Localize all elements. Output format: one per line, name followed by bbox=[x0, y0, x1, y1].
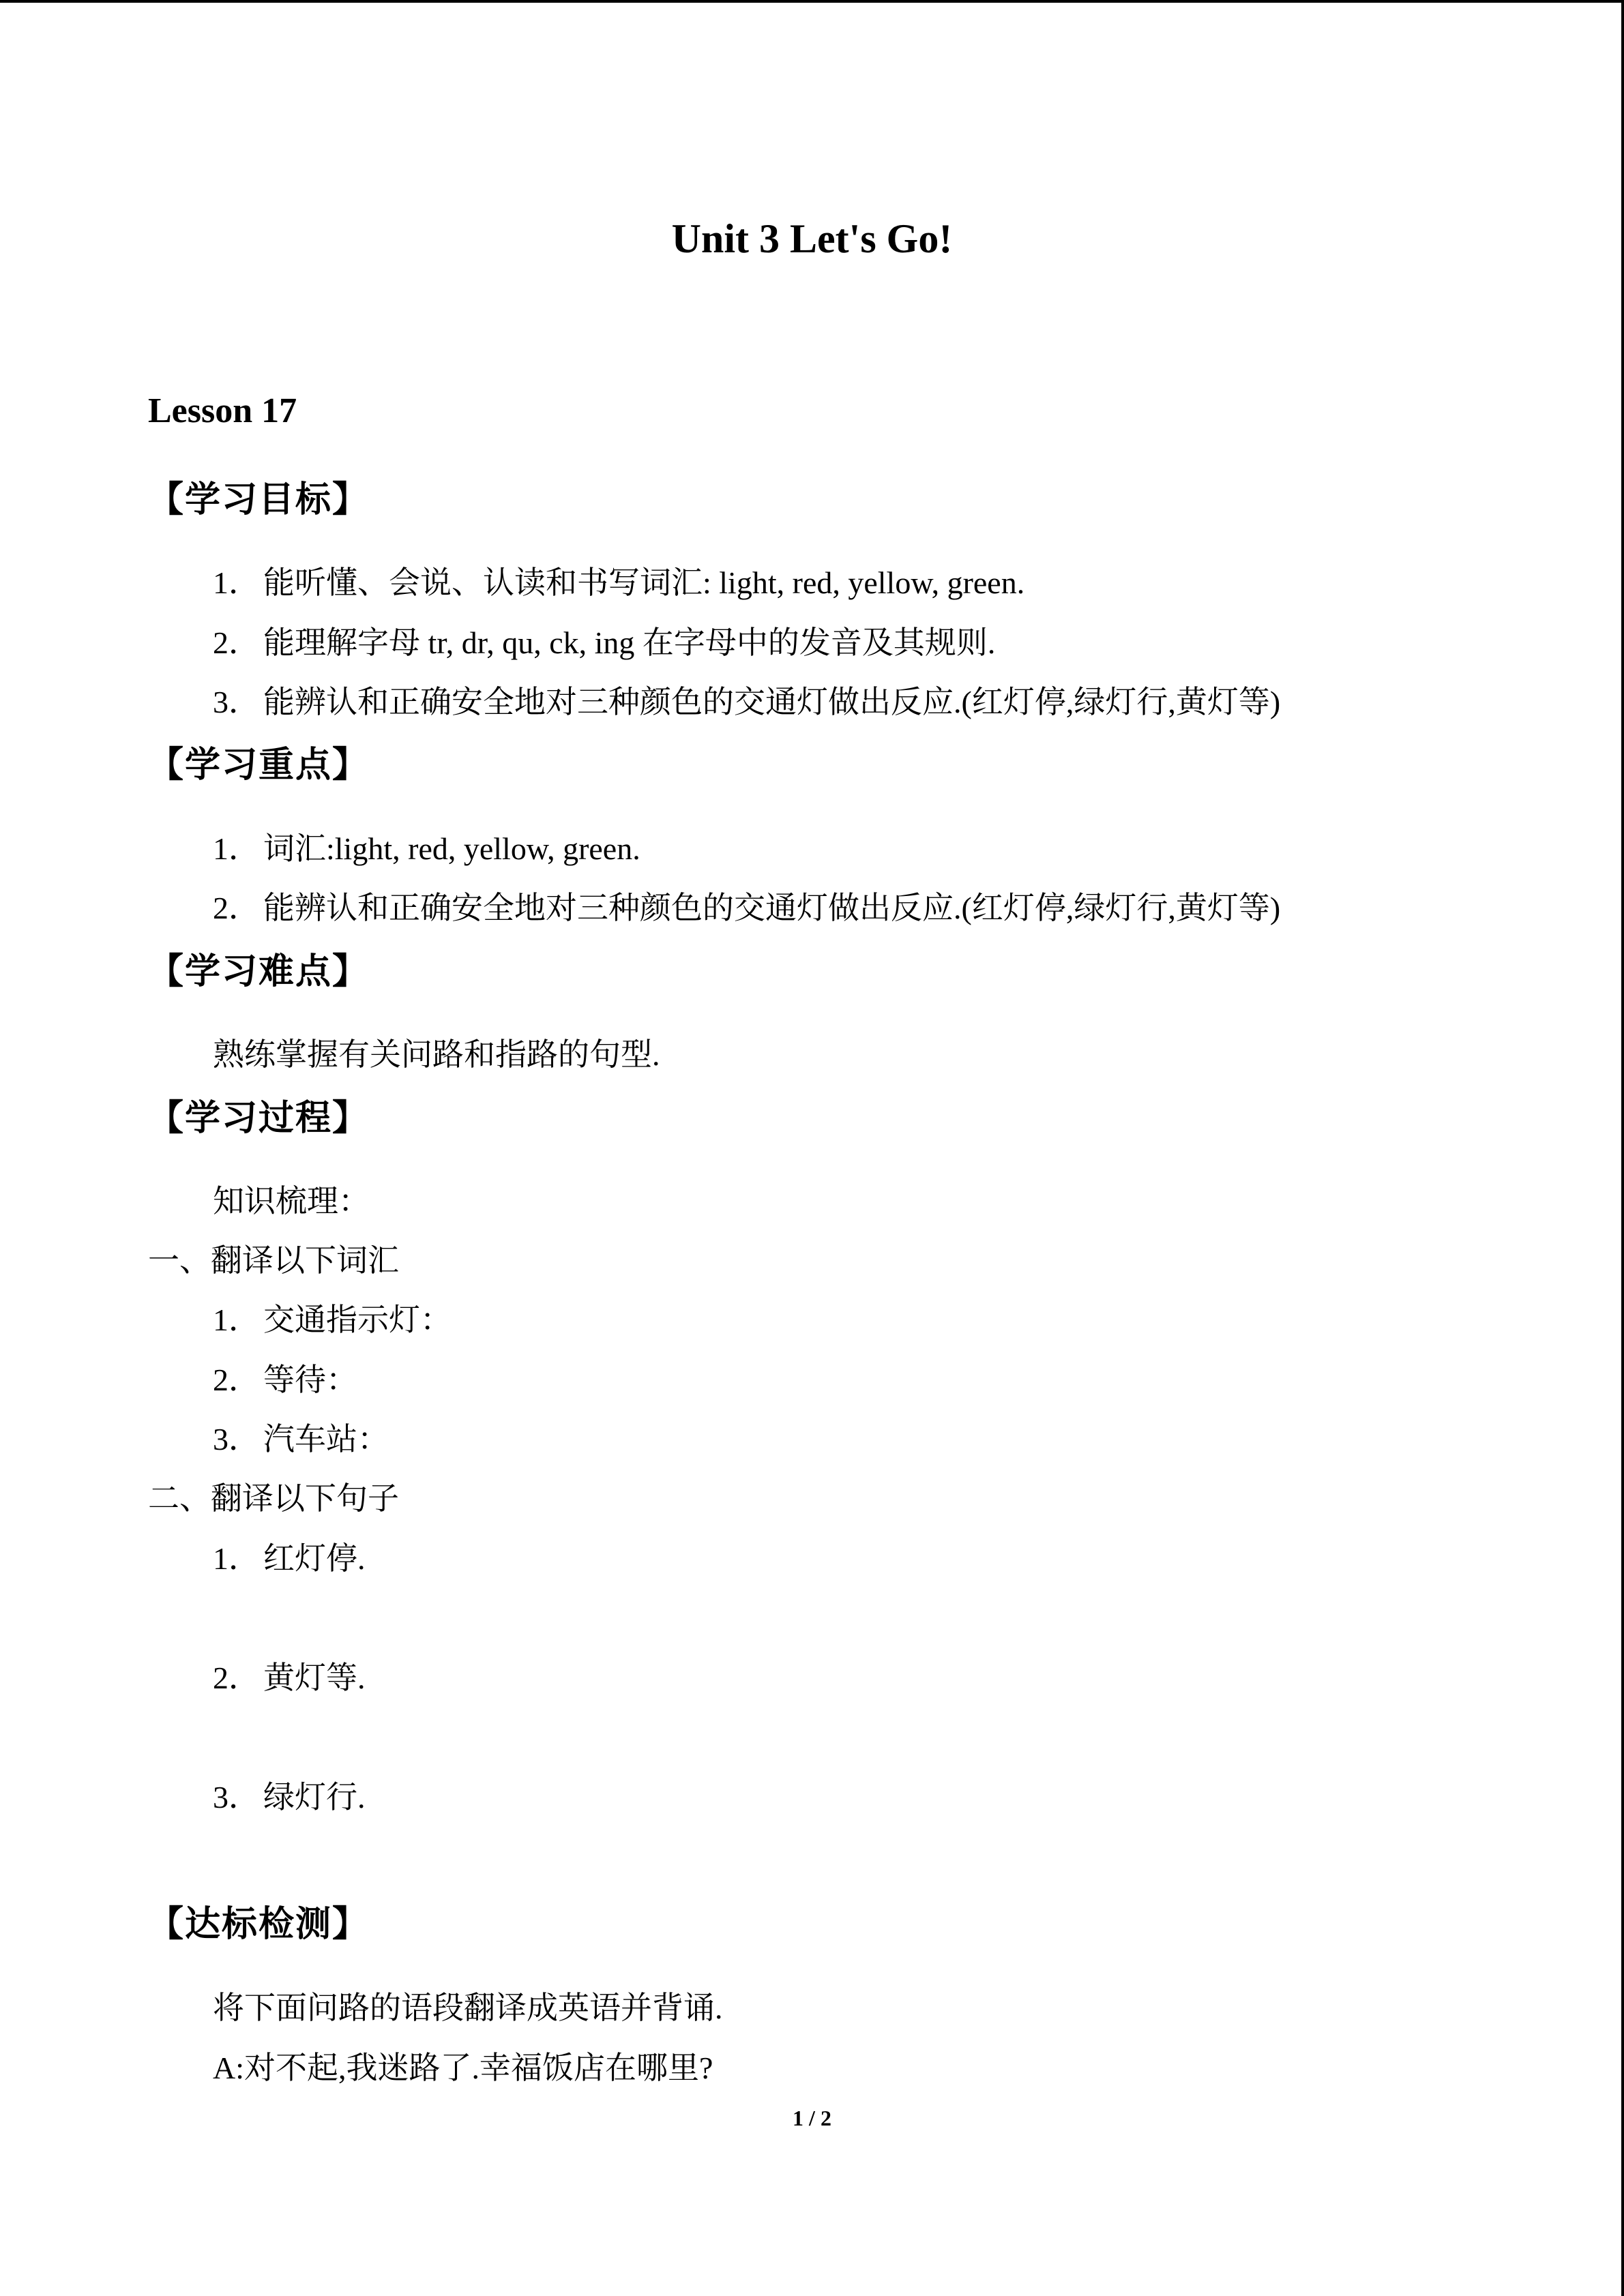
key-point-text: 词汇:light, red, yellow, green. bbox=[263, 831, 640, 866]
part1-title: 一、翻译以下词汇 bbox=[148, 1243, 399, 1278]
vocab-number: 3． bbox=[213, 1422, 260, 1457]
vocab-item bbox=[213, 1360, 357, 1401]
key-points-heading: 【学习重点】 bbox=[148, 745, 370, 786]
vocab-item bbox=[213, 1419, 389, 1460]
objective-text: 能理解字母 tr, dr, qu, ck, ing 在字母中的发音及其规则. bbox=[263, 625, 996, 660]
sentence-text: 红灯停. bbox=[263, 1541, 366, 1576]
sentence-text: 绿灯行. bbox=[263, 1780, 366, 1815]
objective-number: 2． bbox=[213, 625, 260, 660]
dialogue-line-a: A:对不起,我迷路了.幸福饭店在哪里? bbox=[213, 2051, 713, 2085]
sentence-item bbox=[213, 1658, 366, 1699]
vocab-text: 交通指示灯： bbox=[263, 1302, 452, 1337]
vocab-text: 等待： bbox=[263, 1362, 357, 1397]
sentence-item bbox=[213, 1777, 366, 1818]
assessment-instruction: 将下面问路的语段翻译成英语并背诵. bbox=[213, 1991, 723, 2025]
objective-item bbox=[213, 623, 995, 664]
sentence-item bbox=[213, 1538, 366, 1579]
vocab-number: 1． bbox=[213, 1302, 260, 1337]
page-number: 1 / 2 bbox=[793, 2106, 831, 2130]
vocab-text: 汽车站： bbox=[263, 1422, 389, 1457]
objective-text: 能辨认和正确安全地对三种颜色的交通灯做出反应.(红灯停,绿灯行,黄灯等) bbox=[263, 685, 1281, 719]
process-heading: 【学习过程】 bbox=[148, 1098, 370, 1139]
difficulties-text: 熟练掌握有关问路和指路的句型. bbox=[213, 1037, 660, 1072]
objective-item bbox=[213, 563, 1024, 603]
assessment-heading: 【达标检测】 bbox=[148, 1904, 370, 1945]
sentence-text: 黄灯等. bbox=[263, 1660, 366, 1695]
vocab-number: 2． bbox=[213, 1362, 260, 1397]
document-title: Unit 3 Let's Go! bbox=[671, 216, 953, 261]
key-point-number: 1． bbox=[213, 831, 260, 866]
sentence-number: 1． bbox=[213, 1541, 260, 1576]
objectives-heading: 【学习目标】 bbox=[148, 479, 370, 520]
sentence-number: 3． bbox=[213, 1780, 260, 1815]
key-point-item bbox=[213, 829, 640, 869]
difficulties-heading: 【学习难点】 bbox=[148, 951, 370, 992]
lesson-heading: Lesson 17 bbox=[148, 391, 297, 430]
sentence-number: 2． bbox=[213, 1660, 260, 1695]
objective-text: 能听懂、会说、认读和书写词汇: light, red, yellow, green. bbox=[263, 565, 1025, 600]
objective-number: 1． bbox=[213, 565, 260, 600]
vocab-item bbox=[213, 1300, 452, 1341]
key-point-number: 2． bbox=[213, 891, 260, 925]
key-point-text: 能辨认和正确安全地对三种颜色的交通灯做出反应.(红灯停,绿灯行,黄灯等) bbox=[263, 891, 1281, 925]
part2-title: 二、翻译以下句子 bbox=[148, 1481, 399, 1516]
process-intro: 知识梳理： bbox=[213, 1184, 370, 1219]
objective-number: 3． bbox=[213, 685, 260, 719]
key-point-item bbox=[213, 888, 1280, 929]
objective-item bbox=[213, 682, 1280, 723]
